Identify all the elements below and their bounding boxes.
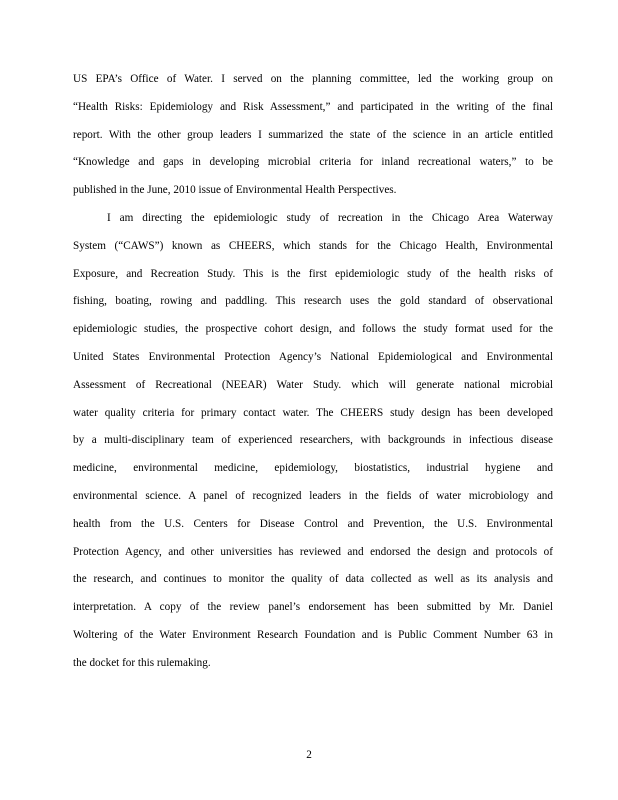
text-line: water quality criteria for primary contact water. The CHEERS study design has been developed [73, 406, 553, 419]
text-line: environmental science. A panel of recognized leaders in the fields of water microbiology and [73, 489, 553, 502]
text-line: Woltering of the Water Environment Research Foundation and is Public Comment Number 63 in [73, 628, 553, 641]
text-line: by a multi-disciplinary team of experienced researchers, with backgrounds in infectious disease [73, 434, 553, 447]
text-line: published in the June, 2010 issue of Environmental Health Perspectives. [73, 184, 397, 197]
text-line: the research, and continues to monitor the quality of data collected as well as its analysis and [73, 573, 553, 586]
text-line: Assessment of Recreational (NEEAR) Water Study. which will generate national microbial [73, 378, 553, 391]
text-line: United States Environmental Protection Agency’s National Epidemiological and Environmental [73, 350, 553, 363]
text-line: “Knowledge and gaps in developing microbial criteria for inland recreational waters,” to be [73, 156, 553, 169]
text-line: fishing, boating, rowing and paddling. This research uses the gold standard of observational [73, 295, 553, 308]
text-line: medicine, environmental medicine, epidemiology, biostatistics, industrial hygiene and [73, 462, 553, 475]
text-line: US EPA’s Office of Water. I served on the planning committee, led the working group on [73, 73, 553, 85]
text-line: “Health Risks: Epidemiology and Risk Assessment,” and participated in the writing of the final [73, 100, 553, 113]
text-line: Exposure, and Recreation Study. This is the first epidemiologic study of the health risks of [73, 267, 553, 280]
text-line: I am directing the epidemiologic study of recreation in the Chicago Area Waterway [107, 211, 553, 224]
body-text [73, 70, 553, 682]
text-line: health from the U.S. Centers for Disease Control and Prevention, the U.S. Environmental [73, 517, 553, 530]
text-line: epidemiologic studies, the prospective cohort design, and follows the study format used for the [73, 323, 553, 336]
text-line: Protection Agency, and other universities has reviewed and endorsed the design and protocols of [73, 545, 553, 558]
text-line: report. With the other group leaders I summarized the state of the science in an article entitled [73, 128, 553, 141]
text-line: the docket for this rulemaking. [73, 656, 211, 669]
text-line: interpretation. A copy of the review panel’s endorsement has been submitted by Mr. Daniel [73, 601, 553, 614]
text-line: System (“CAWS”) known as CHEERS, which stands for the Chicago Health, Environmental [73, 239, 553, 252]
page-number: 2 [306, 749, 312, 761]
